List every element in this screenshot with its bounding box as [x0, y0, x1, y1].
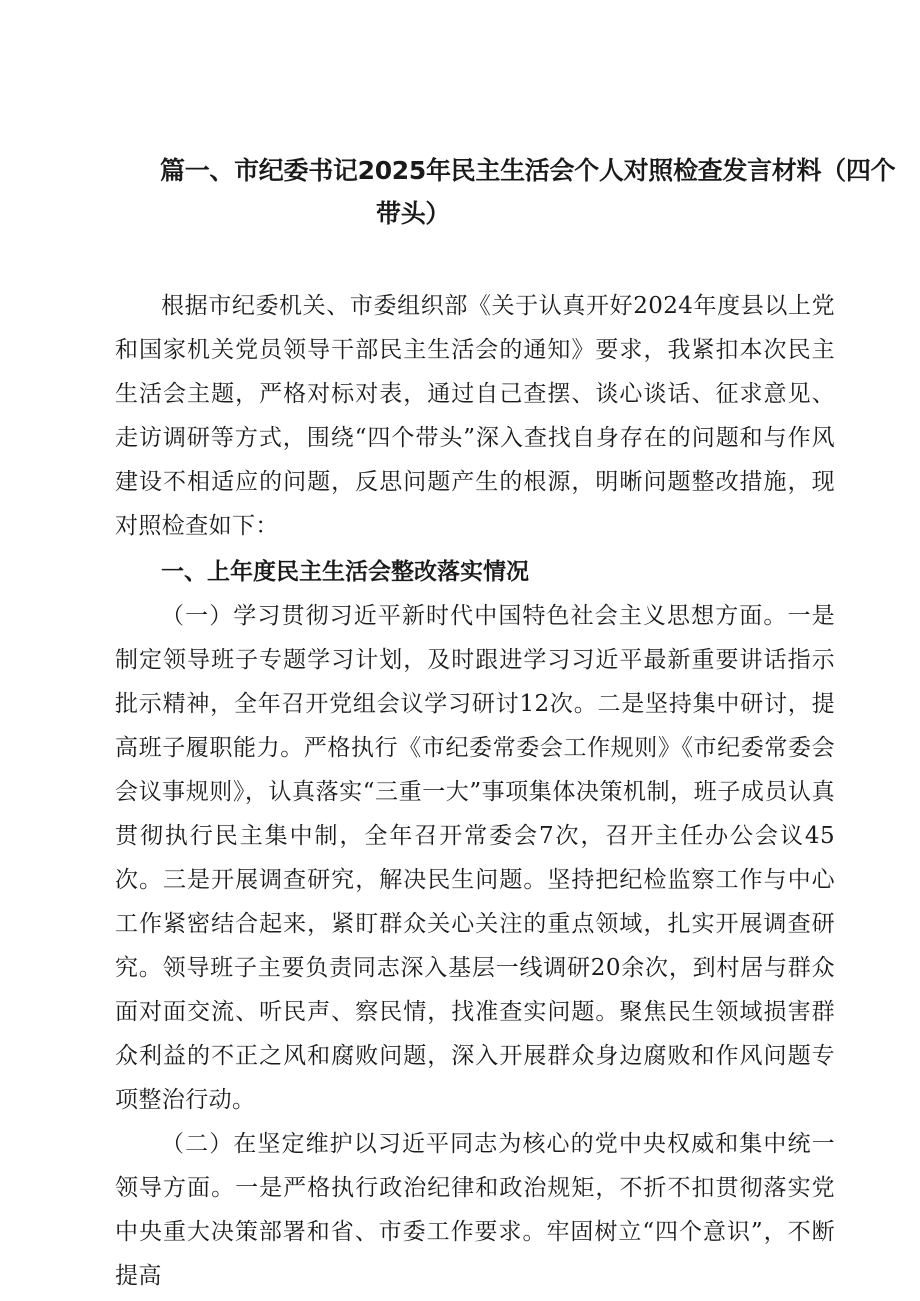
body-paragraph: （二）在坚定维护以习近平同志为核心的党中央权威和集中统一领导方面。一是严格执行政治纪律和政治规矩，不折不扣贯彻落实党中央重大决策部署和省、市委工作要求。牢固树立“四个意识”，不断提高 — [115, 1131, 835, 1289]
intro-paragraph: 根据市纪委机关、市委组织部《关于认真开好2024年度县以上党和国家机关党员领导干部民主生活会的通知》要求，我紧扣本次民主生活会主题，严格对标对表，通过自己查摆、谈心谈话、征求意见、走访调研等方式，围绕“四个带头”深入查找自身存在的问题和与作风建设不相适应的问题，反思问题产生的根源，明晰问题整改措施，现对照检查如下： — [115, 293, 835, 539]
document-body — [115, 284, 835, 1298]
section-heading: 一、上年度民主生活会整改落实情况 — [161, 559, 529, 585]
document-title — [160, 152, 896, 233]
title-line-1: 篇一、市纪委书记2025年民主生活会个人对照检查发言材料（四个 — [160, 156, 896, 185]
title-line-2: 带头） — [376, 199, 451, 228]
body-paragraph: （一）学习贯彻习近平新时代中国特色社会主义思想方面。一是制定领导班子专题学习计划，及时跟进学习习近平最新重要讲话指示批示精神，全年召开党组会议学习研讨12次。二是坚持集中研讨，提高班子履职能力。严格执行《市纪委常委会工作规则》《市纪委常委会会议事规则》，认真落实“三重一大”事项集体决策机制，班子成员认真贯彻执行民主集中制，全年召开常委会7次，召开主任办公会议45次。三是开展调查研究，解决民生问题。坚持把纪检监察工作与中心工作紧密结合起来，紧盯群众关心关注的重点领域，扎实开展调查研究。领导班子主要负责同志深入基层一线调研20余次，到村居与群众面对面交流、听民声、察民情，找准查实问题。聚焦民生领域损害群众利益的不正之风和腐败问题，深入开展群众身边腐败和作风问题专项整治行动。 — [115, 603, 835, 1113]
